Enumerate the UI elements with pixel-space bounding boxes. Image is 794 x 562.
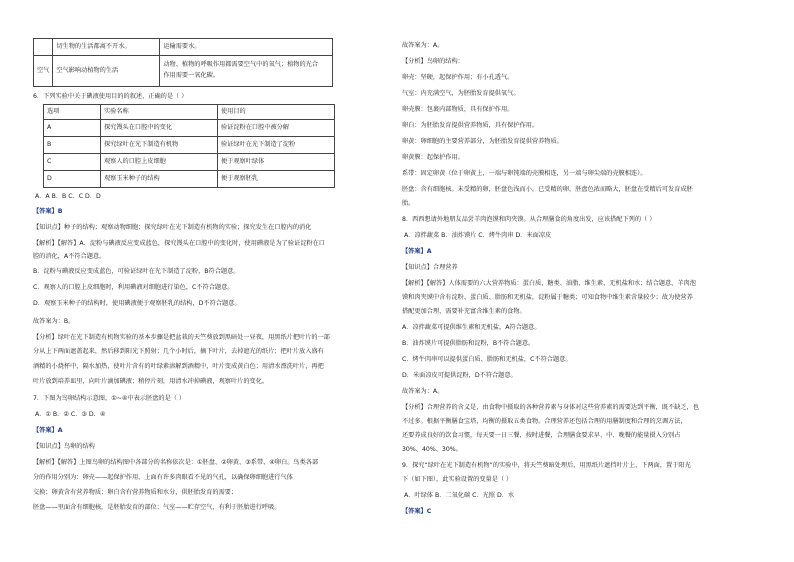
q6-stem: 6．下列实验中关于碘液使用目的的叙述，正确的是（ ） [33,93,188,100]
q7-analysis-line: 胎。 [402,200,415,207]
table-header: 选项 [44,105,101,120]
table-row [34,39,333,56]
q9-choices: A．叶绿体 B．二氧化碳 C．光照 D．水 [404,492,515,499]
table-cell-line: 作用需要一氧化碳。 [163,72,220,79]
table-cell: A [44,120,101,137]
q8-analysis-line: 馍和肉夹馍中含有淀粉、蛋白质、脂肪和无机盐，淀粉属于糖类；可知食物中维生素含量较少；故为使营养 [402,294,693,301]
table-cell: 验证绿叶在光下制造了淀粉 [218,137,335,154]
q8-summary-line: 30%、40%、30%。 [402,446,462,453]
q7-analysis-line: 胚盘——里面含有细胞核，是胚胎发育的部位；气室——贮存空气，有利于胚胎进行呼吸。 [33,504,281,511]
q8-analysis-line: C．烤牛肉串可以提供蛋白质、脂肪和无机盐，C不符合题意。 [402,356,572,363]
q7-analysis-line: 卵白：为胚胎发育提供营养物质，具有保护作用。 [402,122,539,129]
q8-summary-line: 不过多。根据平衡膳食宝塔，均衡的摄取五类食物。合理营养还包括合理的用膳制度和合理的烹调方法， [402,418,687,425]
q6-analysis-line: 分从上下两面遮盖起来，然后移到阳光下照射；几个小时后，摘下叶片，去掉遮光的纸片；把叶片放入盛有 [33,348,324,355]
q7-final-answer: 故答案为：A。 [402,42,444,49]
q6-analysis-line: 【解析】【解答】A．淀粉与碘液反应变成蓝色，探究馒头在口腔中的变化时，使用碘液是为了验证淀粉在口 [33,240,325,247]
table-row [44,137,335,154]
q6-answer: 【答案】B [33,208,63,215]
q7-analysis-line: 气室：内充满空气，为胚胎发育提供氧气。 [402,90,520,97]
q6-analysis-line: 叶片放到培养皿里，向叶片滴加碘液；稍停片刻，用清水冲掉碘液，观察叶片的变化。 [33,378,269,385]
q8-analysis-line: 【解析】【解答】人体需要的六大营养物质：蛋白质、糖类、油脂、维生素、无机盐和水；结合题意，羊肉泡 [402,280,696,287]
table-cell [34,39,53,56]
q6-table [43,104,335,188]
table-cell: 便于观察胚乳 [218,171,335,188]
table-cell: D [44,171,101,188]
q8-analysis-line: A．凉拌蔬菜可提供维生素和无机盐，A符合题意。 [402,324,541,331]
q8-knowledge-point: 【知识点】合理营养 [402,264,458,271]
q6-analysis-line: 故答案为：B。 [33,318,75,325]
table-row [34,56,333,87]
q7-analysis-line: 分的作用分别为：卵壳——起保护作用，上面有许多肉眼看不见的气孔，以确保卵细胞进行气体 [33,474,293,481]
table-header: 实验名称 [101,105,218,120]
table-cell: 验证淀粉在口腔中被分解 [218,120,335,137]
q7-analysis-title: 【分析】鸟卵的结构： [402,58,464,65]
q6-choices: A．A B．B C．C D．D [35,193,101,200]
table-cell: 探究绿叶在光下制造有机物 [101,137,218,154]
table-cell: 空气影响动植物的生活 [53,56,160,87]
table-row [44,120,335,137]
table-cell [160,56,333,87]
top-table [33,38,333,87]
q8-summary-line: 【分析】合理营养的含义是，由食物中摄取的各种营养素与身体对这些营养素的需要达到平衡，既不缺乏，也 [402,404,699,411]
q8-analysis-line: 搭配更加合理，需要补充富含维生素的食物。 [402,308,526,315]
q6-analysis-line: 酒精的小烧杯中，隔水加热，使叶片含有的叶绿素溶解到酒精中，叶片变成黄白色；用清水漂洗叶片，再把 [33,363,324,370]
q6-knowledge-point: 【知识点】种子的结构；观察动物细胞；探究绿叶在光下制造有机物的实验；探究发生在口腔内的消化 [33,224,312,231]
table-cell: C [44,154,101,171]
q7-analysis-line: 胚盘：含有细胞核。未受精的卵，胚盘色浅而小，已受精的卵，胚盘色浓而略大，胚盘在受精后可发育成胚 [402,186,693,193]
q6-analysis-line: 腔的消化，A不符合题意。 [33,253,106,260]
q7-analysis-line: 卵壳膜：包裹内部物质，具有保护作用。 [402,106,514,113]
q8-summary-line: 还要养成良好的饮食习惯，每天要一日三餐，按时进餐，合理膳食要求早、中、晚餐的能量摄入分别占 [402,432,681,439]
q8-analysis-line: 故答案为：A。 [402,388,444,395]
table-cell: 便于观察叶绿体 [218,154,335,171]
table-row [44,105,335,120]
q6-analysis-line: 【分析】绿叶在光下制造有机物实验的基本步骤是把盆栽的天竺葵放到黑暗处一昼夜，用黑纸片把叶片的一部 [33,334,330,341]
table-cell: 观察玉米种子的结构 [101,171,218,188]
table-cell: 观察人的口腔上皮细胞 [101,154,218,171]
table-cell: 运输需要水。 [160,39,333,56]
q7-stem: 7．下图为鸟卵结构示意图，①~④中表示胚盘的是（ ） [33,395,186,402]
table-cell: 探究馒头在口腔中的变化 [101,120,218,137]
table-cell: 切生物的生活都离不开水。 [53,39,160,56]
table-cell: 空气 [34,56,53,87]
table-header: 使用目的 [218,105,335,120]
table-cell: B [44,137,101,154]
q7-analysis-line: 系带：固定卵黄（位于卵黄上，一端与卵钝端的壳膜相连，另一端与卵尖端的壳膜相连）。 [402,170,647,177]
table-row [44,171,335,188]
q9-answer: 【答案】C [402,508,432,515]
q7-analysis-line: 卵壳：坚硬，起保护作用；有小孔透气。 [402,74,514,81]
q8-answer: 【答案】A [402,248,432,255]
q7-analysis-line: 【解析】【解答】上图鸟卵的结构图中各部分的名称依次是：①胚盘、②卵黄、③系带、④卵白。鸟类各部 [33,459,319,466]
q7-analysis-line: 卵黄：卵细胞的主要营养部分，为胚胎发育提供营养物质。 [402,138,563,145]
q8-analysis-line: B．油炸馍片可提供脂肪和淀粉，B不符合题意。 [402,340,535,347]
q8-stem: 8．西西想请外地朋友品尝羊肉泡馍和肉夹馍。从合理膳食的角度出发，应该搭配下列的（ ） [402,216,656,223]
q8-analysis-line: D．米面凉皮可提供淀粉，D不符合题意。 [402,372,517,379]
q6-analysis-line: C．观察人的口腔上皮细胞时，利用碘液对细胞进行染色，C不符合题意。 [33,284,234,291]
q6-analysis-line: B．淀粉与碘液反应变成蓝色，可验证绿叶在光下制造了淀粉，B符合题意。 [33,268,240,275]
q6-analysis-line: D．观察玉米种子的结构时，使用碘液便于观察胚乳的结构，D不符合题意。 [33,300,241,307]
q7-analysis-line: 交换；卵黄含有营养物质；卵白含有营养物质和水分，供胚胎发育的需要； [33,489,238,496]
q9-stem: 下（如下图），此实验设置的变量是（ ） [402,476,513,483]
q7-choices: A．① B．② C．③ D．④ [35,411,106,418]
table-cell-line: 动物、植物的呼吸作用都需要空气中的氧气；植物的光合 [163,61,319,69]
q7-analysis-line: 卵黄膜：起保护作用。 [402,154,464,161]
table-row [44,154,335,171]
q7-answer: 【答案】A [33,427,63,434]
q8-choices: A．凉拌蔬菜 B．油炸馍片 C．烤牛肉串 D．米面凉皮 [404,232,552,239]
q9-stem: 9．探究“绿叶在光下制造有机物”的实验中，将天竺葵暗处理后，用黑纸片遮挡叶片上、下两面，置于阳光 [402,462,691,469]
q7-knowledge-point: 【知识点】鸟卵的结构 [33,443,95,450]
